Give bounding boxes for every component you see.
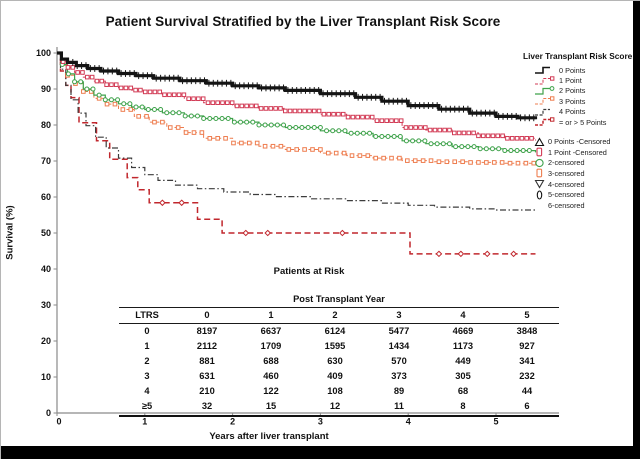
svg-text:3: 3 bbox=[317, 416, 323, 427]
risk-table-row-1 bbox=[119, 339, 559, 354]
patients-at-risk-value: 5477 bbox=[388, 325, 410, 336]
patients-at-risk-value: 89 bbox=[393, 386, 405, 397]
patients-at-risk-value: 8 bbox=[431, 399, 495, 415]
patients-at-risk-value: 2112 bbox=[196, 340, 218, 351]
ltrs-value: 3 bbox=[144, 371, 150, 382]
patients-at-risk-value: 305 bbox=[455, 371, 471, 382]
patients-at-risk-value: 341 bbox=[519, 356, 535, 367]
legend-censored-label: 6-censored bbox=[548, 200, 585, 210]
legend-item-label: 4 Points bbox=[559, 107, 586, 117]
svg-text:2: 2 bbox=[230, 416, 236, 427]
svg-text:20: 20 bbox=[40, 336, 51, 347]
svg-text:90: 90 bbox=[40, 84, 51, 95]
patients-at-risk-value: 68 bbox=[457, 386, 469, 397]
legend-censored-6-censored bbox=[523, 200, 639, 211]
svg-text:80: 80 bbox=[40, 120, 51, 131]
risk-table-col-1: 0 bbox=[175, 308, 239, 324]
patients-at-risk-value: 688 bbox=[263, 356, 279, 367]
patients-at-risk-value: 460 bbox=[263, 371, 279, 382]
risk-table-column-header-row bbox=[119, 308, 559, 324]
legend-censored-label: 4-censored bbox=[548, 179, 585, 189]
circle-marker-icon bbox=[534, 158, 545, 168]
patients-at-risk-value: 927 bbox=[519, 340, 535, 351]
legend-censored-label: 1 Point -Censored bbox=[548, 147, 607, 157]
svg-text:70: 70 bbox=[40, 156, 51, 167]
no-marker bbox=[534, 200, 545, 210]
legend-censored-3-censored bbox=[523, 168, 639, 179]
legend-item-label: 0 Points bbox=[559, 65, 586, 75]
x-axis-label: Years after liver transplant bbox=[209, 431, 329, 442]
risk-table-row-0 bbox=[119, 324, 559, 340]
patients-at-risk-value: 1173 bbox=[452, 340, 474, 351]
svg-text:0: 0 bbox=[56, 416, 62, 427]
patients-at-risk-value: 409 bbox=[327, 371, 343, 382]
legend-item-label: 3 Points bbox=[559, 96, 586, 106]
svg-text:5: 5 bbox=[493, 416, 499, 427]
legend-censored-4-censored bbox=[523, 179, 639, 190]
svg-text:4: 4 bbox=[405, 416, 411, 427]
svg-text:60: 60 bbox=[40, 192, 51, 203]
legend-item-label: = or > 5 Points bbox=[559, 117, 607, 127]
ltrs-value: 1 bbox=[144, 340, 150, 351]
patients-at-risk-value: 210 bbox=[199, 386, 215, 397]
patients-at-risk-value: 32 bbox=[175, 399, 239, 415]
risk-table-row-2 bbox=[119, 354, 559, 369]
patients-at-risk-value: 11 bbox=[367, 399, 431, 415]
svg-text:0: 0 bbox=[45, 408, 51, 419]
ellipse-marker-icon bbox=[534, 190, 545, 200]
risk-table-row-3 bbox=[119, 369, 559, 384]
patients-at-risk-value: 449 bbox=[455, 356, 471, 367]
legend-item-label: 1 Point bbox=[559, 76, 582, 86]
risk-table-col-5: 4 bbox=[431, 308, 495, 324]
patients-at-risk-value: 15 bbox=[239, 399, 303, 415]
legend-censored-label: 5-censored bbox=[548, 190, 585, 200]
legend-line-sample bbox=[534, 107, 556, 117]
risk-table-grid bbox=[119, 307, 559, 417]
chart-title: Patient Survival Stratified by the Liver Transplant Risk Score bbox=[105, 14, 501, 29]
legend-censored-2-censored bbox=[523, 158, 639, 169]
svg-text:40: 40 bbox=[40, 264, 51, 275]
legend-line-sample bbox=[534, 96, 556, 106]
tall-square-marker-icon bbox=[534, 147, 545, 157]
risk-table-header: Post Transplant Year bbox=[293, 294, 385, 304]
legend bbox=[523, 51, 639, 211]
ltrs-value: 2 bbox=[144, 356, 150, 367]
svg-text:50: 50 bbox=[40, 228, 51, 239]
legend-censored-label: 0 Points -Censored bbox=[548, 137, 611, 147]
risk-table-row-4 bbox=[119, 384, 559, 399]
risk-table-col-3: 2 bbox=[303, 308, 367, 324]
legend-censored-label: 3-censored bbox=[548, 168, 585, 178]
legend-item-1-point bbox=[523, 75, 639, 85]
patients-at-risk-value: 570 bbox=[391, 356, 407, 367]
patients-at-risk-value: 881 bbox=[199, 356, 215, 367]
patients-at-risk-value: 44 bbox=[521, 386, 533, 397]
legend-censored-1-point-censored bbox=[523, 147, 639, 158]
triangle-down-marker-icon bbox=[534, 179, 545, 189]
legend-line-sample bbox=[534, 65, 556, 75]
legend-line-items bbox=[523, 65, 639, 127]
risk-table-col-0: LTRS bbox=[119, 308, 175, 324]
patients-at-risk-value: 373 bbox=[391, 371, 407, 382]
patients-at-risk-value: 3848 bbox=[516, 325, 538, 336]
patients-at-risk-value: 6124 bbox=[324, 325, 346, 336]
ltrs-value: 4 bbox=[144, 386, 150, 397]
patients-at-risk-value: 630 bbox=[327, 356, 343, 367]
patients-at-risk-value: 1434 bbox=[388, 340, 410, 351]
frame-bottom-border bbox=[1, 446, 640, 459]
legend-item-4-points bbox=[523, 107, 639, 117]
legend-line-sample bbox=[534, 76, 556, 86]
risk-table bbox=[119, 292, 559, 417]
patients-at-risk-value: 122 bbox=[263, 386, 279, 397]
svg-text:1: 1 bbox=[142, 416, 148, 427]
patients-at-risk-value: 4669 bbox=[452, 325, 474, 336]
svg-text:10: 10 bbox=[40, 372, 51, 383]
patients-at-risk-value: 108 bbox=[327, 386, 343, 397]
legend-censored-0-points-censored bbox=[523, 136, 639, 147]
risk-table-col-4: 3 bbox=[367, 308, 431, 324]
patients-at-risk-value: 6637 bbox=[260, 325, 282, 336]
patients-at-risk-title: Patients at Risk bbox=[273, 266, 345, 277]
legend-item-3-points bbox=[523, 96, 639, 106]
svg-text:30: 30 bbox=[40, 300, 51, 311]
legend-item--or-5-points bbox=[523, 117, 639, 127]
patients-at-risk-value: 6 bbox=[495, 399, 559, 415]
legend-item-label: 2 Points bbox=[559, 86, 586, 96]
y-axis-label: Survival (%) bbox=[4, 205, 16, 260]
legend-line-sample bbox=[534, 86, 556, 96]
patients-at-risk-value: 1709 bbox=[260, 340, 282, 351]
legend-item-2-points bbox=[523, 86, 639, 96]
risk-table-row-≥5 bbox=[119, 399, 559, 415]
ltrs-value: 0 bbox=[144, 325, 150, 336]
legend-title: Liver Transplant Risk Score bbox=[523, 51, 633, 61]
triangle-up-marker-icon bbox=[534, 137, 545, 147]
patients-at-risk-value: 8197 bbox=[196, 325, 218, 336]
legend-censored-5-censored bbox=[523, 189, 639, 200]
risk-table-col-2: 1 bbox=[239, 308, 303, 324]
tall-square-marker-icon bbox=[534, 168, 545, 178]
legend-censored-items bbox=[523, 136, 639, 210]
legend-censored-label: 2-censored bbox=[548, 158, 585, 168]
ltrs-value: ≥5 bbox=[119, 399, 175, 415]
patients-at-risk-value: 631 bbox=[199, 371, 215, 382]
patients-at-risk-value: 1595 bbox=[324, 340, 346, 351]
svg-text:100: 100 bbox=[35, 48, 51, 59]
patients-at-risk-value: 12 bbox=[303, 399, 367, 415]
frame-right-border bbox=[633, 1, 640, 459]
legend-line-sample bbox=[534, 117, 556, 127]
risk-table-col-6: 5 bbox=[495, 308, 559, 324]
patients-at-risk-value: 232 bbox=[519, 371, 535, 382]
legend-item-0-points bbox=[523, 65, 639, 75]
